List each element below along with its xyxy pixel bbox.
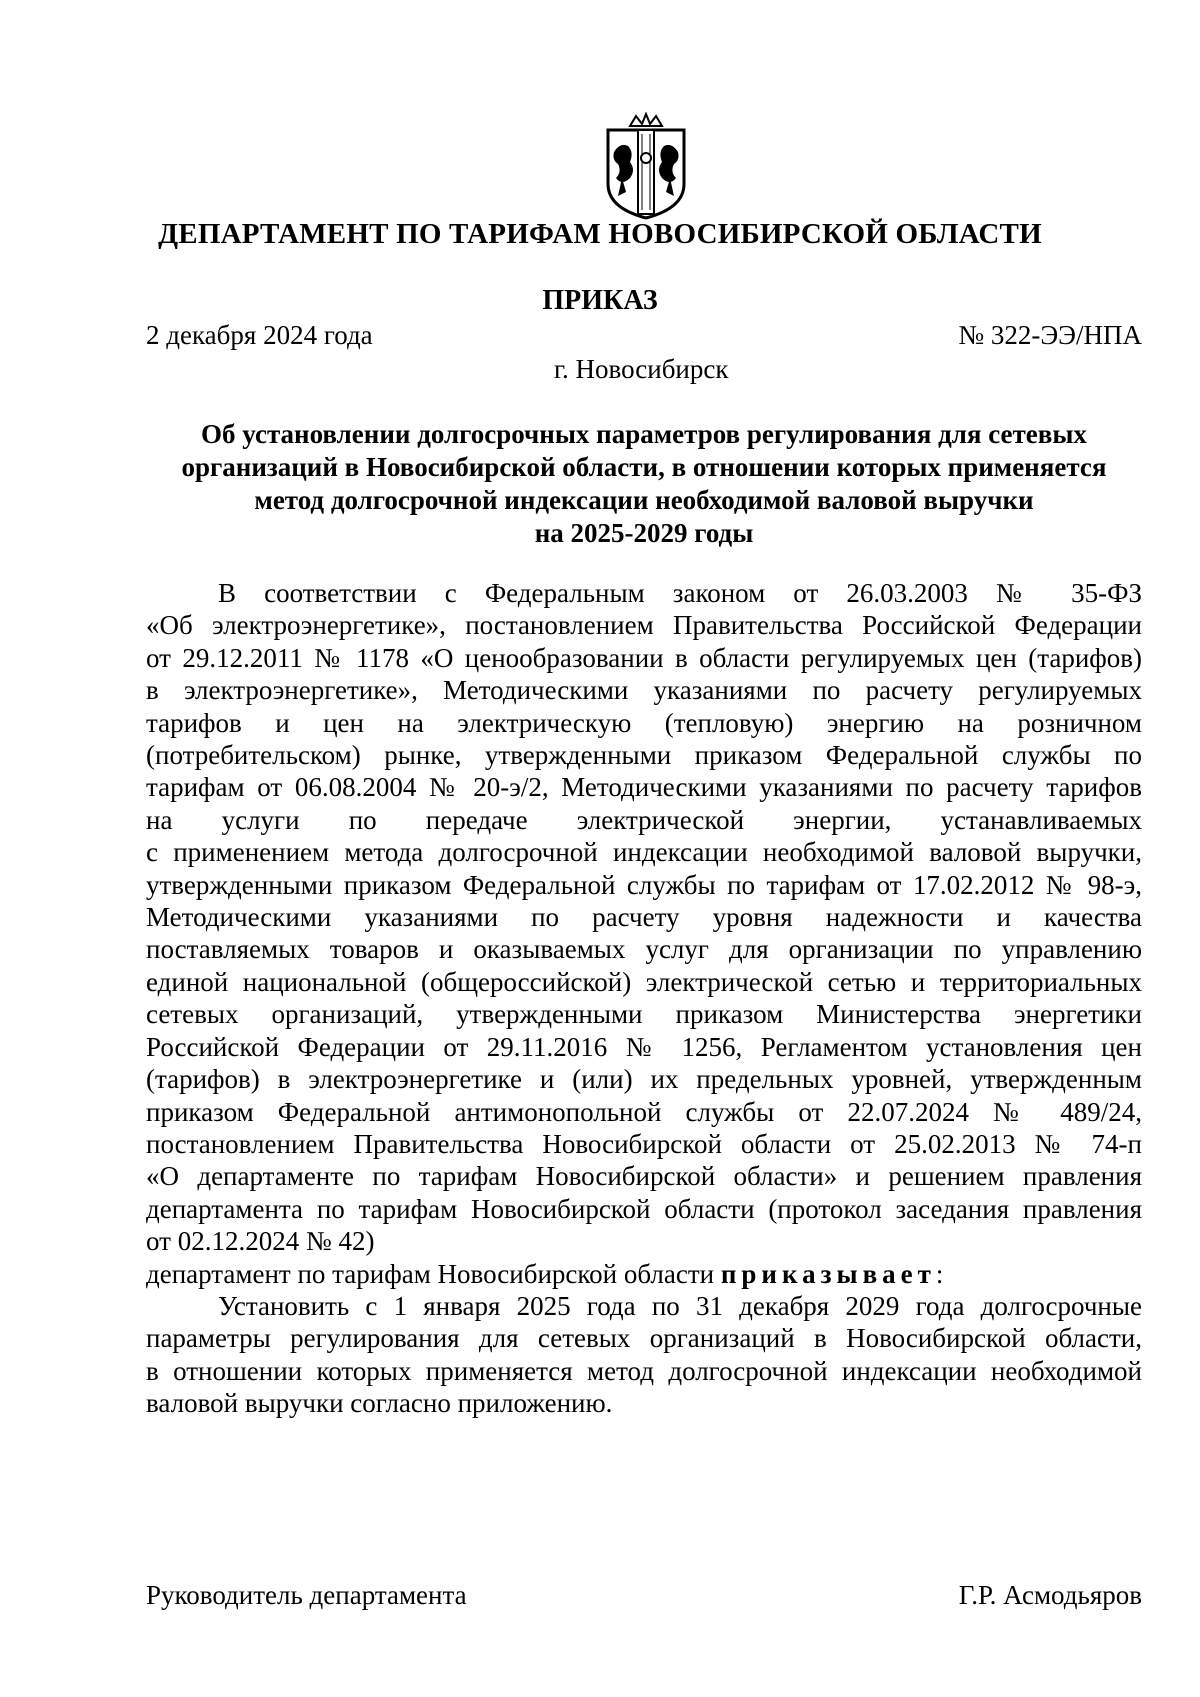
signature-role: Руководитель департамента — [146, 1580, 467, 1610]
resolution-line: валовой выручки согласно приложению. — [146, 1388, 613, 1419]
order-body — [146, 577, 1142, 1420]
body-line: в электроэнергетике», Методическими указаниями по расчету регулируемых — [146, 675, 1142, 706]
order-title: ПРИКАЗ — [542, 285, 658, 316]
decree-word: приказывает — [720, 1258, 936, 1289]
subject-line: на 2025-2029 годы — [534, 518, 754, 548]
body-line: (тарифов) в электроэнергетике и (или) их предельных уровней, утвержденным — [146, 1064, 1142, 1095]
body-line: тарифов и цен на электрическую (тепловую) энергию на розничном — [146, 707, 1142, 738]
body-line: постановлением Правительства Новосибирской области от 25.02.2013 № 74-п — [146, 1128, 1142, 1159]
subject-line: Об установлении долгосрочных параметров регулирования для сетевых — [201, 419, 1087, 449]
body-line: поставляемых товаров и оказываемых услуг для организации по управлению — [146, 934, 1142, 965]
body-line: Методическими указаниями по расчету уровня надежности и качества — [146, 902, 1142, 933]
body-line: «Об электроэнергетике», постановлением Правительства Российской Федерации — [146, 610, 1142, 641]
resolution-line: параметры регулирования для сетевых организаций в Новосибирской области, — [146, 1323, 1142, 1354]
order-city: г. Новосибирск — [554, 354, 729, 384]
signature-name: Г.Р. Асмодьяров — [958, 1580, 1142, 1610]
resolution-line: Установить с 1 января 2025 года по 31 декабря 2029 года долгосрочные — [218, 1290, 1142, 1321]
order-date: 2 декабря 2024 года — [146, 320, 373, 350]
decree-line — [146, 1258, 1142, 1290]
body-line: Российской Федерации от 29.11.2016 № 1256, Регламентом установления цен — [146, 1031, 1142, 1062]
body-line: департамента по тарифам Новосибирской области (протокол заседания правления — [146, 1193, 1142, 1224]
subject-line: организаций в Новосибирской области, в отношении которых применяется — [181, 452, 1107, 482]
order-subject — [146, 418, 1142, 550]
decree-prefix: департамент по тарифам Новосибирской области — [146, 1258, 721, 1289]
department-name: ДЕПАРТАМЕНТ ПО ТАРИФАМ НОВОСИБИРСКОЙ ОБЛАСТИ — [158, 218, 1042, 250]
body-line: тарифам от 06.08.2004 № 20-э/2, Методическими указаниями по расчету тарифов — [146, 772, 1142, 803]
coat-of-arms-icon — [600, 112, 692, 222]
body-line: единой национальной (общероссийской) электрической сетью и территориальных — [146, 966, 1142, 997]
body-line: утвержденными приказом Федеральной службы по тарифам от 17.02.2012 № 98-э, — [146, 869, 1142, 900]
body-line: на услуги по передаче электрической энергии, устанавливаемых — [146, 804, 1142, 835]
body-line: от 02.12.2024 № 42) — [146, 1226, 375, 1257]
body-line: (потребительском) рынке, утвержденными приказом Федеральной службы по — [146, 740, 1142, 771]
body-line: с применением метода долгосрочной индексации необходимой валовой выручки, — [146, 837, 1142, 868]
resolution-line: в отношении которых применяется метод долгосрочной индексации необходимой — [146, 1355, 1142, 1386]
body-line: приказом Федеральной антимонопольной службы от 22.07.2024 № 489/24, — [146, 1096, 1142, 1127]
body-line: В соответствии с Федеральным законом от 26.03.2003 № 35-ФЗ — [218, 578, 1142, 608]
body-line: сетевых организаций, утвержденными приказом Министерства энергетики — [146, 999, 1142, 1030]
order-number: № 322-ЭЭ/НПА — [958, 320, 1142, 350]
body-line: «О департаменте по тарифам Новосибирской области» и решением правления — [146, 1161, 1142, 1192]
body-line: от 29.12.2011 № 1178 «О ценообразовании в области регулируемых цен (тарифов) — [146, 642, 1142, 673]
subject-line: метод долгосрочной индексации необходимой валовой выручки — [254, 485, 1034, 515]
decree-suffix: : — [935, 1258, 944, 1289]
